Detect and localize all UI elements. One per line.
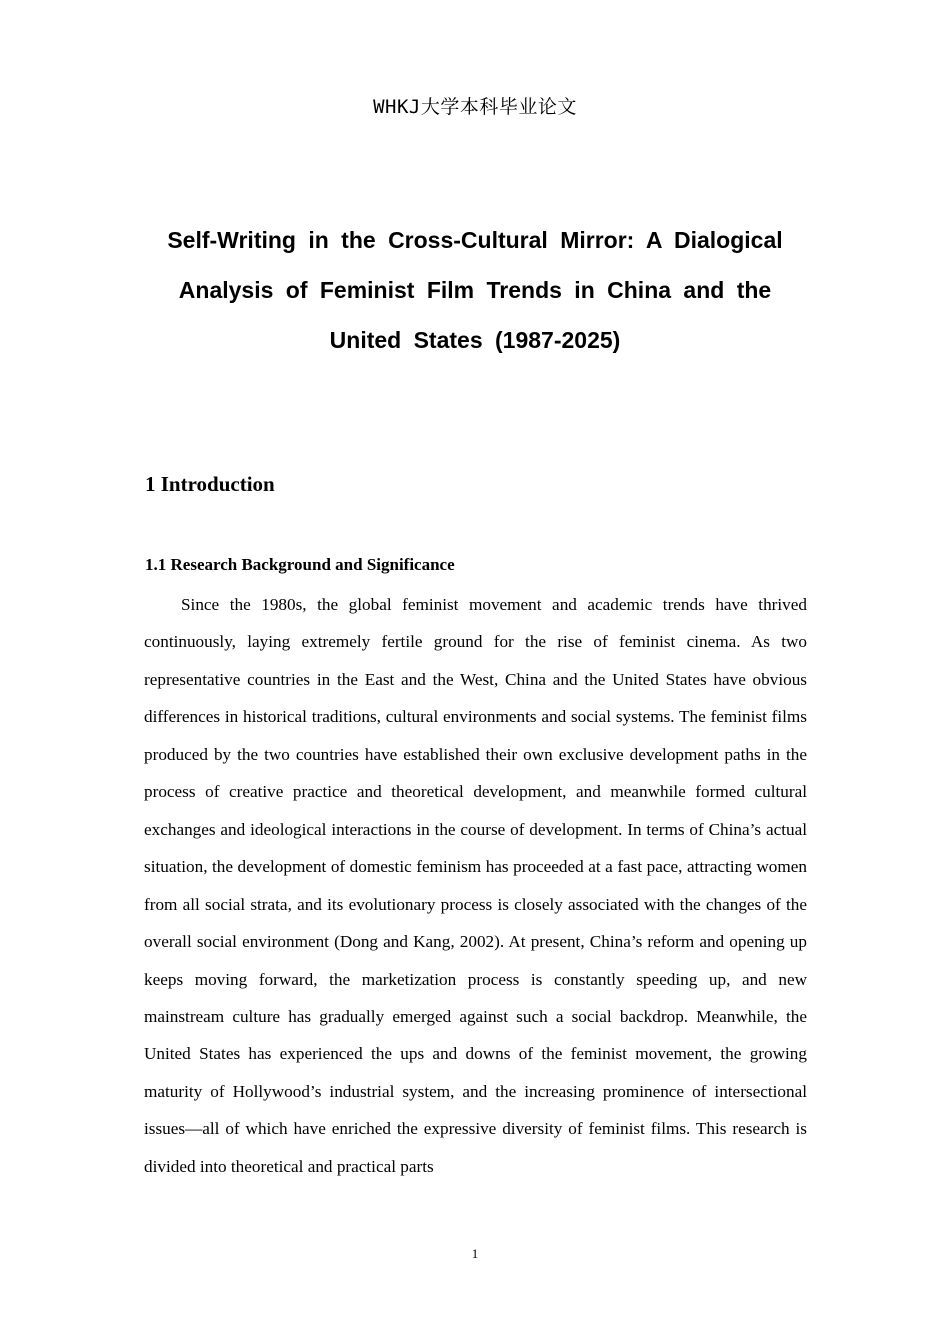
section-heading: 1 Introduction (145, 472, 275, 496)
subsection-heading: 1.1 Research Background and Significance (145, 555, 455, 574)
paper-title: Self-Writing in the Cross-Cultural Mirror: A Dialogical Analysis of Feminist Film Trends in China and the United States (1987-2025) (167, 227, 783, 353)
body-paragraph: Since the 1980s, the global feminist movement and academic trends have thrived continuously, laying extremely fertile ground for the rise of feminist cinema. As two representative countries in the East and the West, China and the United States have obvious differences in historical traditions, cultural environments and social systems. The feminist films produced by the two countries have established their own exclusive development paths in the process of creative practice and theoretical development, and meanwhile formed cultural exchanges and ideological interactions in the course of development. In terms of China’s actual situation, the development of domestic feminism has proceeded at a fast pace, attracting women from all social strata, and its evolutionary process is closely associated with the changes of the overall social environment (Dong and Kang, 2002). At present, China’s reform and opening up keeps moving forward, the marketization process is constantly speeding up, and new mainstream culture has gradually emerged against such a social backdrop. Meanwhile, the United States has experienced the ups and downs of the feminist movement, the growing maturity of Hollywood’s industrial system, and the increasing prominence of intersectional issues—all of which have enriched the expressive diversity of feminist films. This research is divided into theoretical and practical parts (144, 595, 807, 1176)
page-number: 1 (471, 1246, 479, 1261)
running-header: WHKJ大学本科毕业论文 (373, 96, 577, 118)
